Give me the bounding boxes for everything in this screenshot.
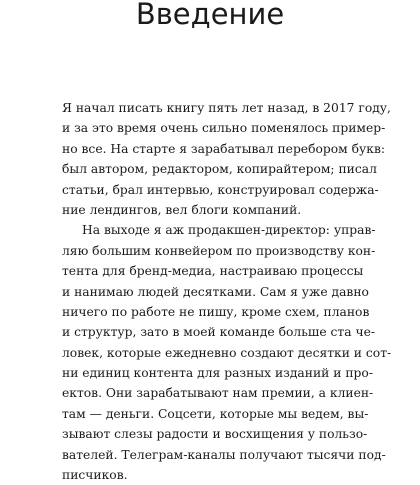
chapter-body [62,98,392,485]
text-line: ние лендингов, вел блоги компаний. [62,202,302,217]
text-line: ектов. Они зарабатывают нам премии, а клиен- [62,386,374,401]
text-line: ни единиц контента для разных изданий и про- [62,366,373,381]
text-line: ляю большим конвейером по производству кон- [62,243,376,258]
text-line: но все. На старте я зарабатывал перебором букв: [62,141,386,156]
chapter-title: Введение [135,0,285,31]
text-line: и нанимаю людей десятками. Сам я уже давно [62,284,369,299]
text-line: На выходе я аж продакшен-директор: управ- [82,223,376,238]
paragraph-1 [62,98,391,220]
paragraph-2 [62,220,392,485]
text-line: ничего по работе не пишу, кроме схем, планов [62,304,370,319]
text-line: и за это время очень сильно поменялось пример- [62,121,386,136]
text-line: зывают слезы радости и восхищения у пользо- [62,427,368,442]
text-line: там — деньги. Соцсети, которые мы ведем, вы- [62,406,369,421]
text-line: вателей. Телеграм-каналы получают тысячи под- [62,447,386,462]
text-line: Я начал писать книгу пять лет назад, в 2017 году, [62,101,391,115]
text-line: и структур, зато в моей команде больше ста че- [62,325,376,340]
text-line: был автором, редактором, копирайтером; писал [62,162,377,177]
text-line: статьи, брал интервью, конструировал содержа- [62,182,379,197]
text-line: ловек, которые ежедневно создают десятки и сот- [62,345,392,360]
text-line: писчиков. [62,468,128,483]
text-line: тента для бренд-медиа, настраиваю процессы [62,264,364,279]
